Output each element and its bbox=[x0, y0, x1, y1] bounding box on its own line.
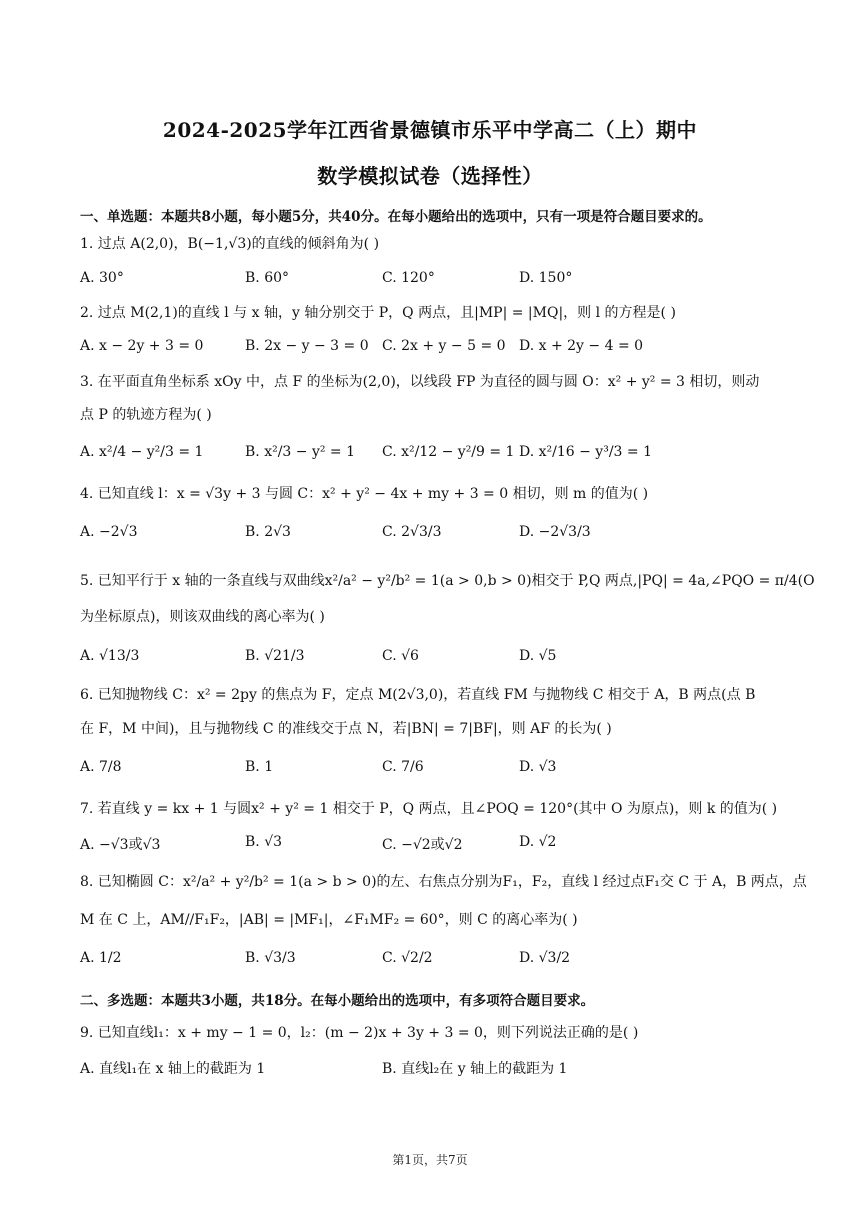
question-8-option-a: A. 1/2 bbox=[80, 950, 122, 966]
question-8-option-d: D. √3/2 bbox=[519, 950, 571, 966]
question-5-options bbox=[80, 648, 780, 672]
question-1-stem: 1. 过点 A(2,0)，B(−1,√3)的直线的倾斜角为( ) bbox=[80, 236, 380, 252]
question-1-option-b: B. 60° bbox=[245, 270, 290, 286]
question-3-stem-line2: 点 P 的轨迹方程为( ) bbox=[80, 407, 212, 423]
question-6-options bbox=[80, 759, 780, 783]
question-5-option-a: A. √13/3 bbox=[80, 648, 140, 664]
question-5-option-d: D. √5 bbox=[519, 648, 557, 664]
question-5-stem-line2: 为坐标原点)，则该双曲线的离心率为( ) bbox=[80, 609, 325, 625]
question-9-option-b: B. 直线l₂在 y 轴上的截距为 1 bbox=[382, 1061, 568, 1077]
question-9-stem: 9. 已知直线l₁：x + my − 1 = 0，l₂：(m − 2)x + 3y + 3 = 0，则下列说法正确的是( ) bbox=[80, 1025, 639, 1041]
question-6-option-b: B. 1 bbox=[245, 759, 274, 775]
question-3-option-a: A. x²/4 − y²/3 = 1 bbox=[80, 444, 204, 460]
question-4-option-d: D. −2√3/3 bbox=[519, 524, 591, 540]
question-5-stem-line1: 5. 已知平行于 x 轴的一条直线与双曲线x²/a² − y²/b² = 1(a > 0,b > 0)相交于 P,Q 两点,|PQ| = 4a,∠PQO = π/4(O bbox=[80, 573, 815, 589]
question-7-stem: 7. 若直线 y = kx + 1 与圆x² + y² = 1 相交于 P，Q 两点，且∠POQ = 120°(其中 O 为原点)，则 k 的值为( ) bbox=[80, 801, 778, 817]
question-4-option-c: C. 2√3/3 bbox=[382, 524, 442, 540]
question-6-stem-line2: 在 F，M 中间)，且与抛物线 C 的准线交于点 N，若|BN| = 7|BF|，则 AF 的长为( ) bbox=[80, 721, 612, 737]
question-1-option-a: A. 30° bbox=[80, 270, 124, 286]
question-6-option-d: D. √3 bbox=[519, 759, 557, 775]
question-2-option-d: D. x + 2y − 4 = 0 bbox=[519, 338, 644, 354]
question-1-option-d: D. 150° bbox=[519, 270, 573, 286]
question-1-options bbox=[80, 270, 780, 294]
exam-title-line1: 2024-2025学年江西省景德镇市乐平中学高二（上）期中 bbox=[162, 118, 698, 142]
question-9-options bbox=[80, 1058, 780, 1082]
question-2-option-b: B. 2x − y − 3 = 0 bbox=[245, 338, 369, 354]
question-7-option-c: C. −√2或√2 bbox=[382, 837, 463, 853]
question-8-stem-line1: 8. 已知椭圆 C：x²/a² + y²/b² = 1(a > b > 0)的左、右焦点分别为F₁，F₂，直线 l 经过点F₁交 C 于 A，B 两点，点 bbox=[80, 874, 807, 890]
question-8-option-b: B. √3/3 bbox=[245, 950, 296, 966]
question-4-option-a: A. −2√3 bbox=[80, 524, 138, 540]
question-5-option-b: B. √21/3 bbox=[245, 648, 305, 664]
question-8-option-c: C. √2/2 bbox=[382, 950, 433, 966]
question-6-option-a: A. 7/8 bbox=[80, 759, 122, 775]
question-8-options bbox=[80, 950, 780, 974]
question-7-option-d: D. √2 bbox=[519, 834, 557, 850]
question-1-option-c: C. 120° bbox=[382, 270, 435, 286]
question-9-option-a: A. 直线l₁在 x 轴上的截距为 1 bbox=[80, 1061, 266, 1077]
question-7-option-a: A. −√3或√3 bbox=[80, 837, 161, 853]
question-4-options bbox=[80, 524, 780, 548]
exam-title-line2: 数学模拟试卷（选择性） bbox=[317, 164, 543, 188]
question-3-stem-line1: 3. 在平面直角坐标系 xOy 中，点 F 的坐标为(2,0)，以线段 FP 为直径的圆与圆 O：x² + y² = 3 相切，则动 bbox=[80, 374, 760, 390]
page-footer: 第1页，共7页 bbox=[392, 1153, 468, 1167]
question-2-option-a: A. x − 2y + 3 = 0 bbox=[80, 338, 204, 354]
question-7-options bbox=[80, 834, 780, 858]
question-2-options bbox=[80, 338, 780, 362]
question-3-option-c: C. x²/12 − y²/9 = 1 bbox=[382, 444, 515, 460]
section-multi-choice-header: 二、多选题：本题共3小题，共18分。在每小题给出的选项中，有多项符合题目要求。 bbox=[80, 993, 595, 1009]
question-8-stem-line2: M 在 C 上，AM//F₁F₂，|AB| = |MF₁|，∠F₁MF₂ = 60°，则 C 的离心率为( ) bbox=[80, 912, 578, 928]
question-6-stem-line1: 6. 已知抛物线 C：x² = 2py 的焦点为 F，定点 M(2√3,0)，若直线 FM 与抛物线 C 相交于 A，B 两点(点 B bbox=[80, 687, 756, 703]
question-5-option-c: C. √6 bbox=[382, 648, 419, 664]
section-single-choice-header: 一、单选题：本题共8小题，每小题5分，共40分。在每小题给出的选项中，只有一项是符合题目要求的。 bbox=[80, 209, 712, 225]
question-7-option-b: B. √3 bbox=[245, 834, 283, 850]
question-2-option-c: C. 2x + y − 5 = 0 bbox=[382, 338, 506, 354]
question-3-option-b: B. x²/3 − y² = 1 bbox=[245, 444, 356, 460]
question-4-option-b: B. 2√3 bbox=[245, 524, 291, 540]
question-4-stem: 4. 已知直线 l：x = √3y + 3 与圆 C：x² + y² − 4x + my + 3 = 0 相切，则 m 的值为( ) bbox=[80, 486, 649, 502]
question-2-stem: 2. 过点 M(2,1)的直线 l 与 x 轴，y 轴分别交于 P，Q 两点，且|MP| = |MQ|，则 l 的方程是( ) bbox=[80, 305, 676, 321]
question-3-option-d: D. x²/16 − y³/3 = 1 bbox=[519, 444, 652, 460]
question-6-option-c: C. 7/6 bbox=[382, 759, 424, 775]
question-3-options bbox=[80, 444, 780, 468]
